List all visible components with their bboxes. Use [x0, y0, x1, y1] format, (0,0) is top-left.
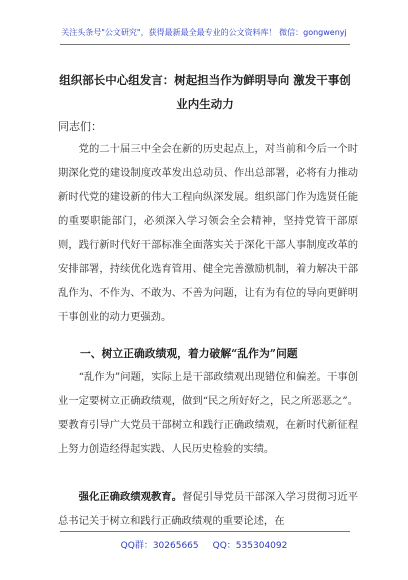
point-heading: 强化正确政绩观教育。	[78, 491, 183, 503]
header-divider	[60, 44, 350, 45]
paragraph-intro: 党的二十届三中全会在新的历史起点上，对当前和今后一个时期深化党的建设制度改革发出总动员、作出总部署，必将有力推动新时代党的建设新的伟大工程向纵深发展。组织部门作为选贤任能的重要职能部门，必须深入学习领会全会精神，坚持党管干部原则，践行新时代好干部标准全面落实关于深化干部人事制度改革的安排部署，持续优化选育管用、健全完善激励机制，着力解决干部乱作为、不作为、不敢为、不善为问题，让有为有位的导向更鲜明干事创业的动力更强劲。	[58, 143, 358, 323]
document-title	[56, 68, 354, 116]
title-line-2: 业内生动力	[176, 97, 234, 111]
paragraph-section-1-point-1	[58, 485, 358, 533]
section-heading-1: 一、树立正确政绩观，着力破解“乱作为”问题	[80, 347, 298, 360]
header-note: 关注头条号"公文研究"，获得最新最全最专业的公文资料库！ 微信：gongwenyj	[61, 28, 347, 37]
paragraph-section-1: “乱作为”问题，实际上是干部政绩观出现错位和偏差。干事创业一定要树立正确政绩观，做到“民之所好好之，民之所恶恶之”。要教育引导广大党员干部树立和践行正确政绩观，在新时代新征程上努力创造经得起实践、人民历史检验的实绩。	[58, 371, 358, 455]
footer-contact	[0, 538, 408, 551]
footer-divider	[60, 531, 350, 532]
footer-qq-group: QQ群：30265665	[120, 541, 199, 551]
salutation: 同志们：	[58, 120, 102, 133]
footer-qq: QQ：535304092	[212, 541, 288, 551]
point-text: 督促引导党员干部深入学习贯彻习近平总书记关于树立和践行正确政绩观的重要论述，在	[58, 491, 359, 527]
title-line-1: 组织部长中心组发言：树起担当作为鲜明导向 激发干事创	[59, 73, 351, 87]
